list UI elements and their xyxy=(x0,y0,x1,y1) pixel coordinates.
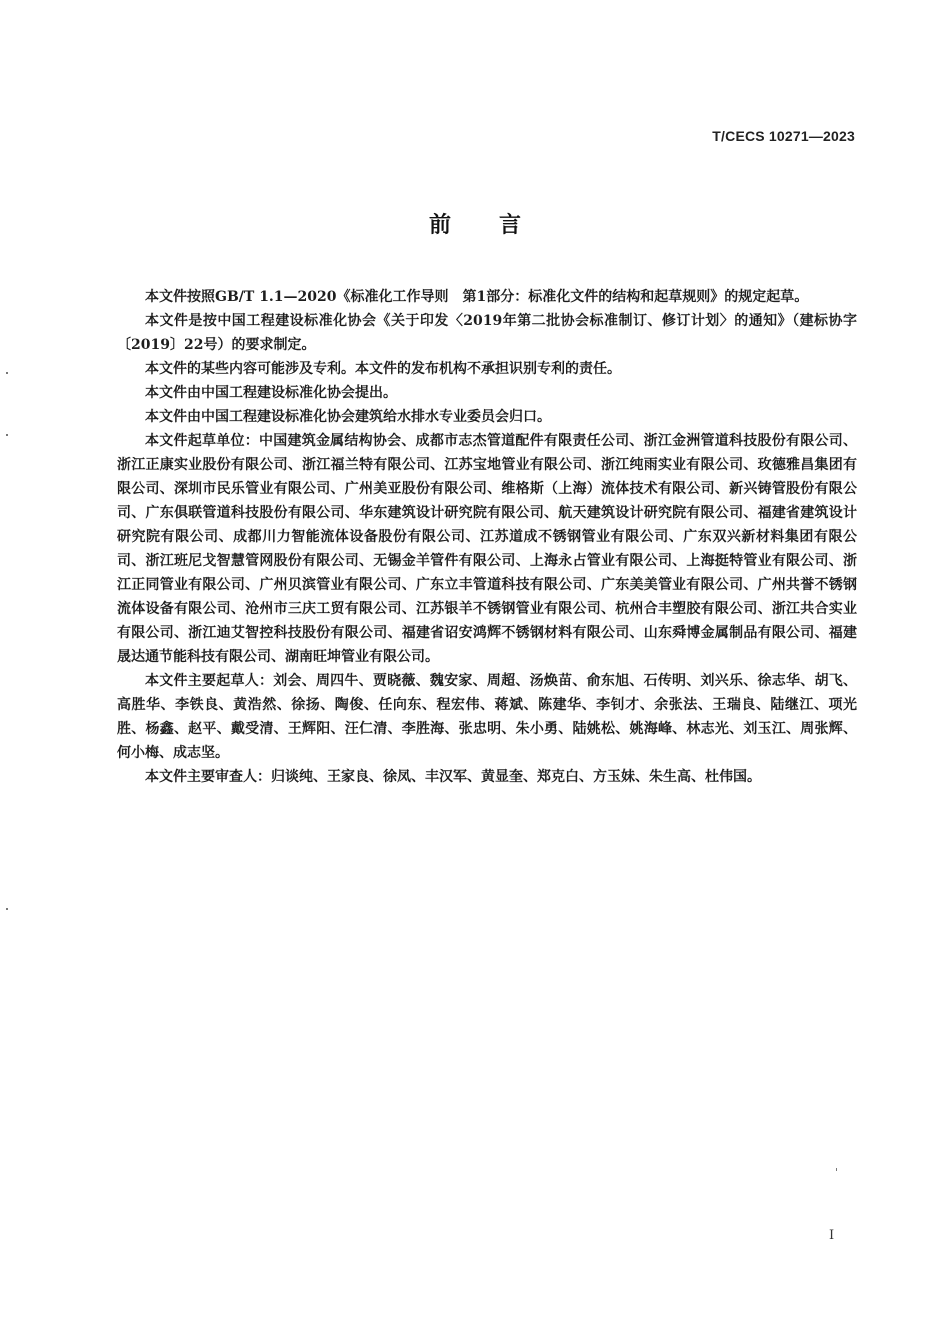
paragraph-drafting-units: 本文件起草单位：中国建筑金属结构协会、成都市志杰管道配件有限责任公司、浙江金洲管道科技股份有限公司、浙江正康实业股份有限公司、浙江福兰特有限公司、江苏宝地管业有限公司、浙江纯雨实业有限公司、玫德雅昌集团有限公司、深圳市民乐管业有限公司、广州美亚股份有限公司、维格斯（上海）流体技术有限公司、新兴铸管股份有限公司、广东俱联管道科技股份有限公司、华东建筑设计研究院有限公司、航天建筑设计研究院有限公司、福建省建筑设计研究院有限公司、成都川力智能流体设备股份有限公司、江苏道成不锈钢管业有限公司、广东双兴新材料集团有限公司、浙江班尼戈智慧管网股份有限公司、无锡金羊管件有限公司、上海永占管业有限公司、上海挺特管业有限公司、浙江正同管业有限公司、广州贝滨管业有限公司、广东立丰管道科技有限公司、广东美美管业有限公司、广州共誉不锈钢流体设备有限公司、沧州市三庆工贸有限公司、江苏银羊不锈钢管业有限公司、杭州合丰塑胶有限公司、浙江共合实业有限公司、浙江迪艾智控科技股份有限公司、福建省诏安鸿辉不锈钢材料有限公司、山东舜博金属制品有限公司、福建晟达通节能科技有限公司、湖南旺坤管业有限公司。 xyxy=(117,433,857,665)
scan-speck xyxy=(6,908,8,910)
scan-speck xyxy=(6,372,8,374)
paragraph-basis: 本文件是按中国工程建设标准化协会《关于印发〈2019年第二批协会标准制订、修订计划〉的通知》（建标协字〔2019〕22号）的要求制定。 xyxy=(117,313,857,353)
page-number: I xyxy=(829,1228,835,1243)
foreword-body xyxy=(117,285,857,789)
paragraph-main-drafters: 本文件主要起草人：刘会、周四牛、贾晓薇、魏安家、周超、汤焕苗、俞东旭、石传明、刘兴乐、徐志华、胡飞、高胜华、李铁良、黄浩然、徐扬、陶俊、任向东、程宏伟、蒋斌、陈建华、李钊才、余张法、王瑞良、陆继江、项光胜、杨鑫、赵平、戴受清、王辉阳、汪仁清、李胜海、张忠明、朱小勇、陆姚松、姚海峰、林志光、刘玉江、周张辉、何小梅、成志坚。 xyxy=(117,673,857,761)
paragraph-drafting-rules: 本文件按照GB/T 1.1—2020《标准化工作导则 第1部分：标准化文件的结构和起草规则》的规定起草。 xyxy=(145,289,809,305)
page-title: 前言 xyxy=(428,213,569,238)
document-code: T/CECS 10271—2023 xyxy=(712,128,855,144)
scan-speck xyxy=(836,1168,837,1171)
paragraph-responsible-committee: 本文件由中国工程建设标准化协会建筑给水排水专业委员会归口。 xyxy=(145,409,551,425)
scan-speck xyxy=(6,434,8,436)
paragraph-proposer: 本文件由中国工程建设标准化协会提出。 xyxy=(145,385,397,401)
paragraph-patent-notice: 本文件的某些内容可能涉及专利。本文件的发布机构不承担识别专利的责任。 xyxy=(145,361,621,377)
paragraph-main-reviewers: 本文件主要审查人：归谈纯、王家良、徐凤、丰汉军、黄显奎、郑克白、方玉妹、朱生高、杜伟国。 xyxy=(145,769,761,785)
